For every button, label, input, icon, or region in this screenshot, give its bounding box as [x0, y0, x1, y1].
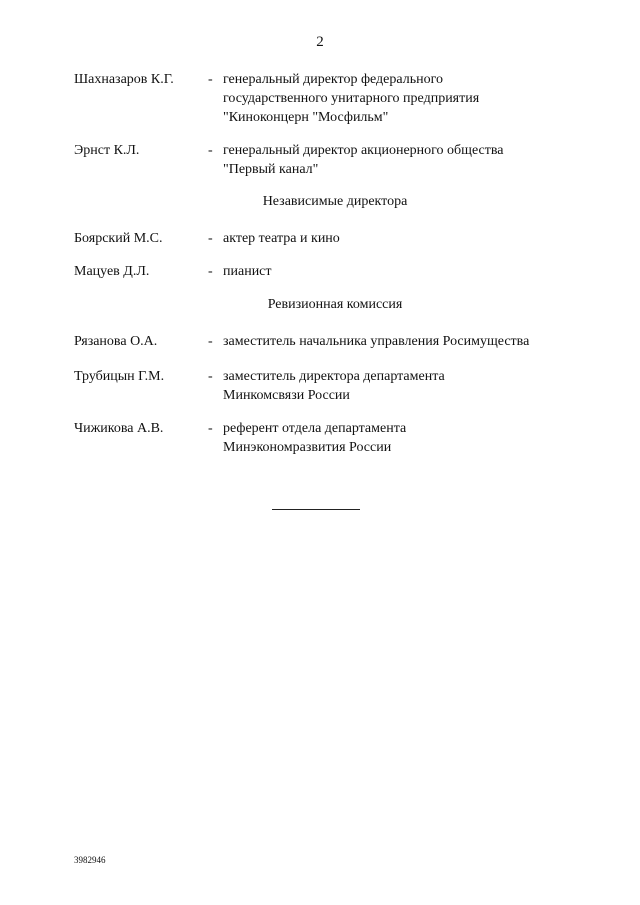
dash: -: [208, 264, 213, 279]
description-line: государственного унитарного предприятия: [223, 91, 480, 106]
member-description: [223, 419, 583, 457]
member-description: [223, 262, 583, 281]
description-line: "Киноконцерн "Мосфильм": [223, 110, 389, 125]
description-line: референт отдела департамента: [223, 421, 407, 436]
dash: -: [208, 421, 213, 436]
member-name: Эрнст К.Л.: [74, 143, 140, 158]
member-description: [223, 229, 583, 248]
description-line: генеральный директор акционерного общества: [223, 143, 504, 158]
member-description: [223, 141, 583, 179]
section-heading-audit: Ревизионная комиссия: [267, 297, 403, 312]
dash: -: [208, 143, 213, 158]
member-name: Шахназаров К.Г.: [74, 72, 174, 87]
member-name: Мацуев Д.Л.: [74, 264, 150, 279]
description-line: пианист: [223, 264, 272, 279]
description-line: заместитель директора департамента: [223, 369, 445, 384]
description-line: "Первый канал": [223, 162, 319, 177]
dash: -: [208, 334, 213, 349]
description-line: Минкомсвязи России: [223, 388, 350, 403]
member-name: Чижикова А.В.: [74, 421, 164, 436]
page-number: 2: [316, 34, 324, 50]
member-name: Трубицын Г.М.: [74, 369, 165, 384]
member-description: [223, 367, 583, 405]
description-line: Минэкономразвития России: [223, 440, 392, 455]
member-description: [223, 332, 583, 351]
description-line: актер театра и кино: [223, 231, 340, 246]
dash: -: [208, 231, 213, 246]
description-line: генеральный директор федерального: [223, 72, 443, 87]
member-description: [223, 70, 583, 127]
member-name: Боярский М.С.: [74, 231, 163, 246]
document-id: 3982946: [74, 855, 106, 865]
end-divider: [272, 509, 360, 510]
dash: -: [208, 72, 213, 87]
member-name: Рязанова О.А.: [74, 334, 158, 349]
description-line: заместитель начальника управления Росимущества: [223, 334, 530, 349]
dash: -: [208, 369, 213, 384]
section-heading-independent: Независимые директора: [262, 194, 408, 209]
